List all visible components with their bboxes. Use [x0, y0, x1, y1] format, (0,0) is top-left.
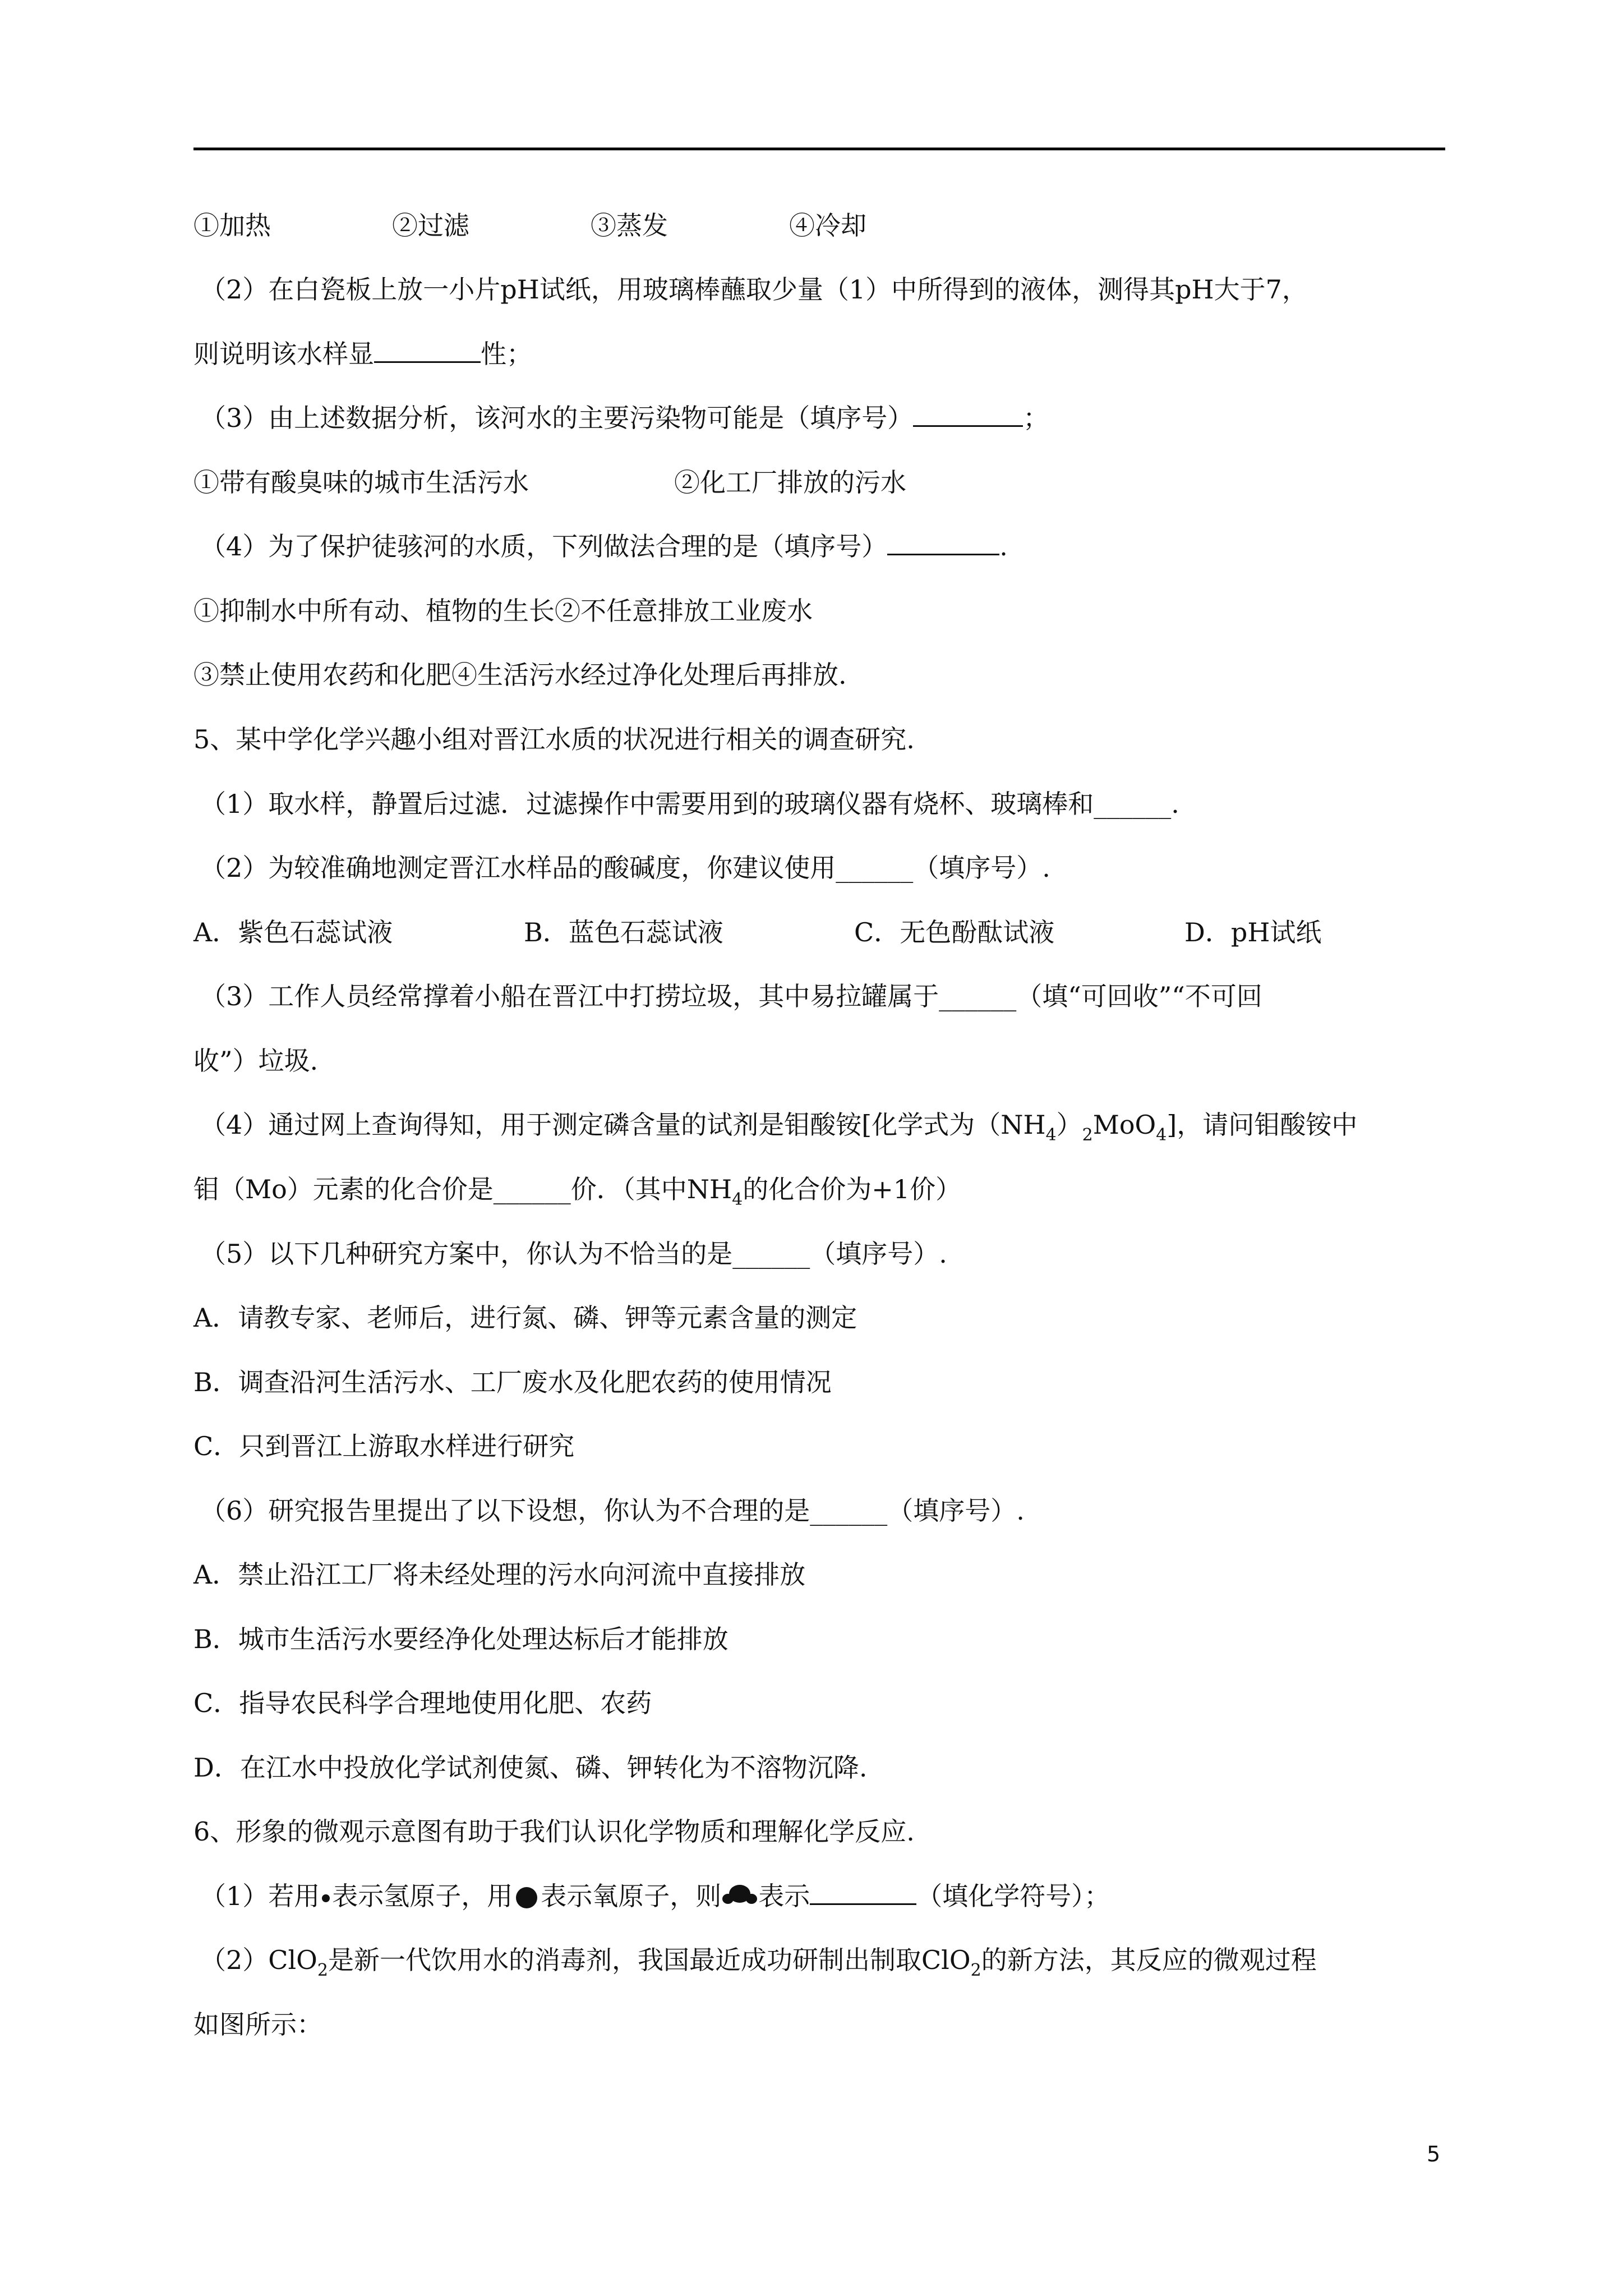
q6-part1: （1）若用 表示氢原子，用 表示氧原子，则 表示 （填化学符号）；: [200, 1881, 1110, 1911]
q5-part6-option-c: C．指导农民科学合理地使用化肥、农药: [193, 1688, 652, 1718]
q4-part4-line: （4）为了保护徒骇河的水质，下列做法合理的是（填序号） .: [200, 531, 1008, 562]
q6-part2-line1: （2）ClO$_2$是新一代饮用水的消毒剂，我国最近成功研制出制取ClO$_2$的新方法，其反应的微观过程: [200, 1945, 1317, 1980]
answer-blank: [810, 1881, 916, 1905]
option-1: ①带有酸臭味的城市生活污水: [193, 467, 529, 498]
q4-part3-line: （3）由上述数据分析，该河水的主要污染物可能是（填序号） ；: [200, 403, 1049, 433]
q5-part6-option-d: D．在江水中投放化学试剂使氮、磷、钾转化为不溶物沉降.: [193, 1752, 868, 1783]
q5-part6-option-b: B．城市生活污水要经净化处理达标后才能排放: [193, 1624, 728, 1654]
hydrogen-atom-icon: [322, 1894, 330, 1902]
q5-part5-option-a: A．请教专家、老师后，进行氮、磷、钾等元素含量的测定: [193, 1303, 857, 1333]
q6-title: 6、形象的微观示意图有助于我们认识化学物质和理解化学反应.: [193, 1816, 915, 1847]
q5-part3-line2: 收”）垃圾.: [193, 1046, 319, 1076]
q5-part2-options: [193, 915, 1445, 949]
answer-blank: [887, 531, 999, 555]
q4-part2-line2: 则说明该水样显 性；: [193, 339, 532, 369]
q5-part5-option-c: C．只到晋江上游取水样进行研究: [193, 1431, 575, 1461]
oxygen-atom-icon: [516, 1887, 537, 1908]
q4-part3-options: [193, 466, 1445, 499]
q4-options-row: [193, 209, 1445, 242]
option-c: C．无色酚酞试液: [854, 917, 1055, 947]
option-2: ②化工厂排放的污水: [674, 467, 906, 498]
q5-part6: （6）研究报告里提出了以下设想，你认为不合理的是______（填序号）.: [200, 1496, 1025, 1526]
q5-part5: （5）以下几种研究方案中，你认为不恰当的是______（填序号）.: [200, 1239, 947, 1269]
q5-part3-line1: （3）工作人员经常撑着小船在晋江中打捞垃圾，其中易拉罐属于______（填“可回收”“不可回: [200, 981, 1262, 1011]
q5-part1: （1）取水样，静置后过滤．过滤操作中需要用到的玻璃仪器有烧杯、玻璃棒和______.: [200, 789, 1179, 819]
option-a: A．紫色石蕊试液: [193, 917, 393, 947]
header-rule: [193, 148, 1445, 150]
q5-part5-option-b: B．调查沿河生活污水、工厂废水及化肥农药的使用情况: [193, 1367, 832, 1397]
answer-blank: [913, 403, 1023, 427]
q4-part4-options-1: ①抑制水中所有动、植物的生长②不任意排放工业废水: [193, 596, 813, 626]
option-evaporating: ③蒸发: [591, 210, 668, 241]
q5-part4-line1: （4）通过网上查询得知，用于测定磷含量的试剂是钼酸铵[化学式为$(NH_4)_2MoO_4$]，请问钼酸铵中: [200, 1110, 1358, 1145]
water-molecule-icon: [721, 1885, 758, 1907]
q5-part2: （2）为较准确地测定晋江水样品的酸碱度，你建议使用______（填序号）.: [200, 853, 1050, 883]
option-cooling: ④冷却: [789, 210, 866, 241]
q5-part4-line2: 钼（Mo）元素的化合价是______价．（其中$NH_4$的化合价为+1价）: [193, 1174, 962, 1209]
q4-part4-options-2: ③禁止使用农药和化肥④生活污水经过净化处理后再排放.: [193, 660, 847, 690]
q5-title: 5、某中学化学兴趣小组对晋江水质的状况进行相关的调查研究.: [193, 724, 915, 754]
answer-blank: [374, 339, 481, 363]
option-heating: ①加热: [193, 210, 271, 241]
option-b: B．蓝色石蕊试液: [524, 917, 723, 947]
option-filtering: ②过滤: [392, 210, 469, 241]
q6-part2-line2: 如图所示：: [193, 2009, 322, 2040]
q4-part2-line1: （2）在白瓷板上放一小片pH试纸，用玻璃棒蘸取少量（1）中所得到的液体，测得其pH大于7，: [200, 274, 1308, 305]
q5-part6-option-a: A．禁止沿江工厂将未经处理的污水向河流中直接排放: [193, 1559, 806, 1590]
page-number: 5: [1427, 2142, 1441, 2166]
option-d: D．pH试纸: [1184, 917, 1322, 947]
